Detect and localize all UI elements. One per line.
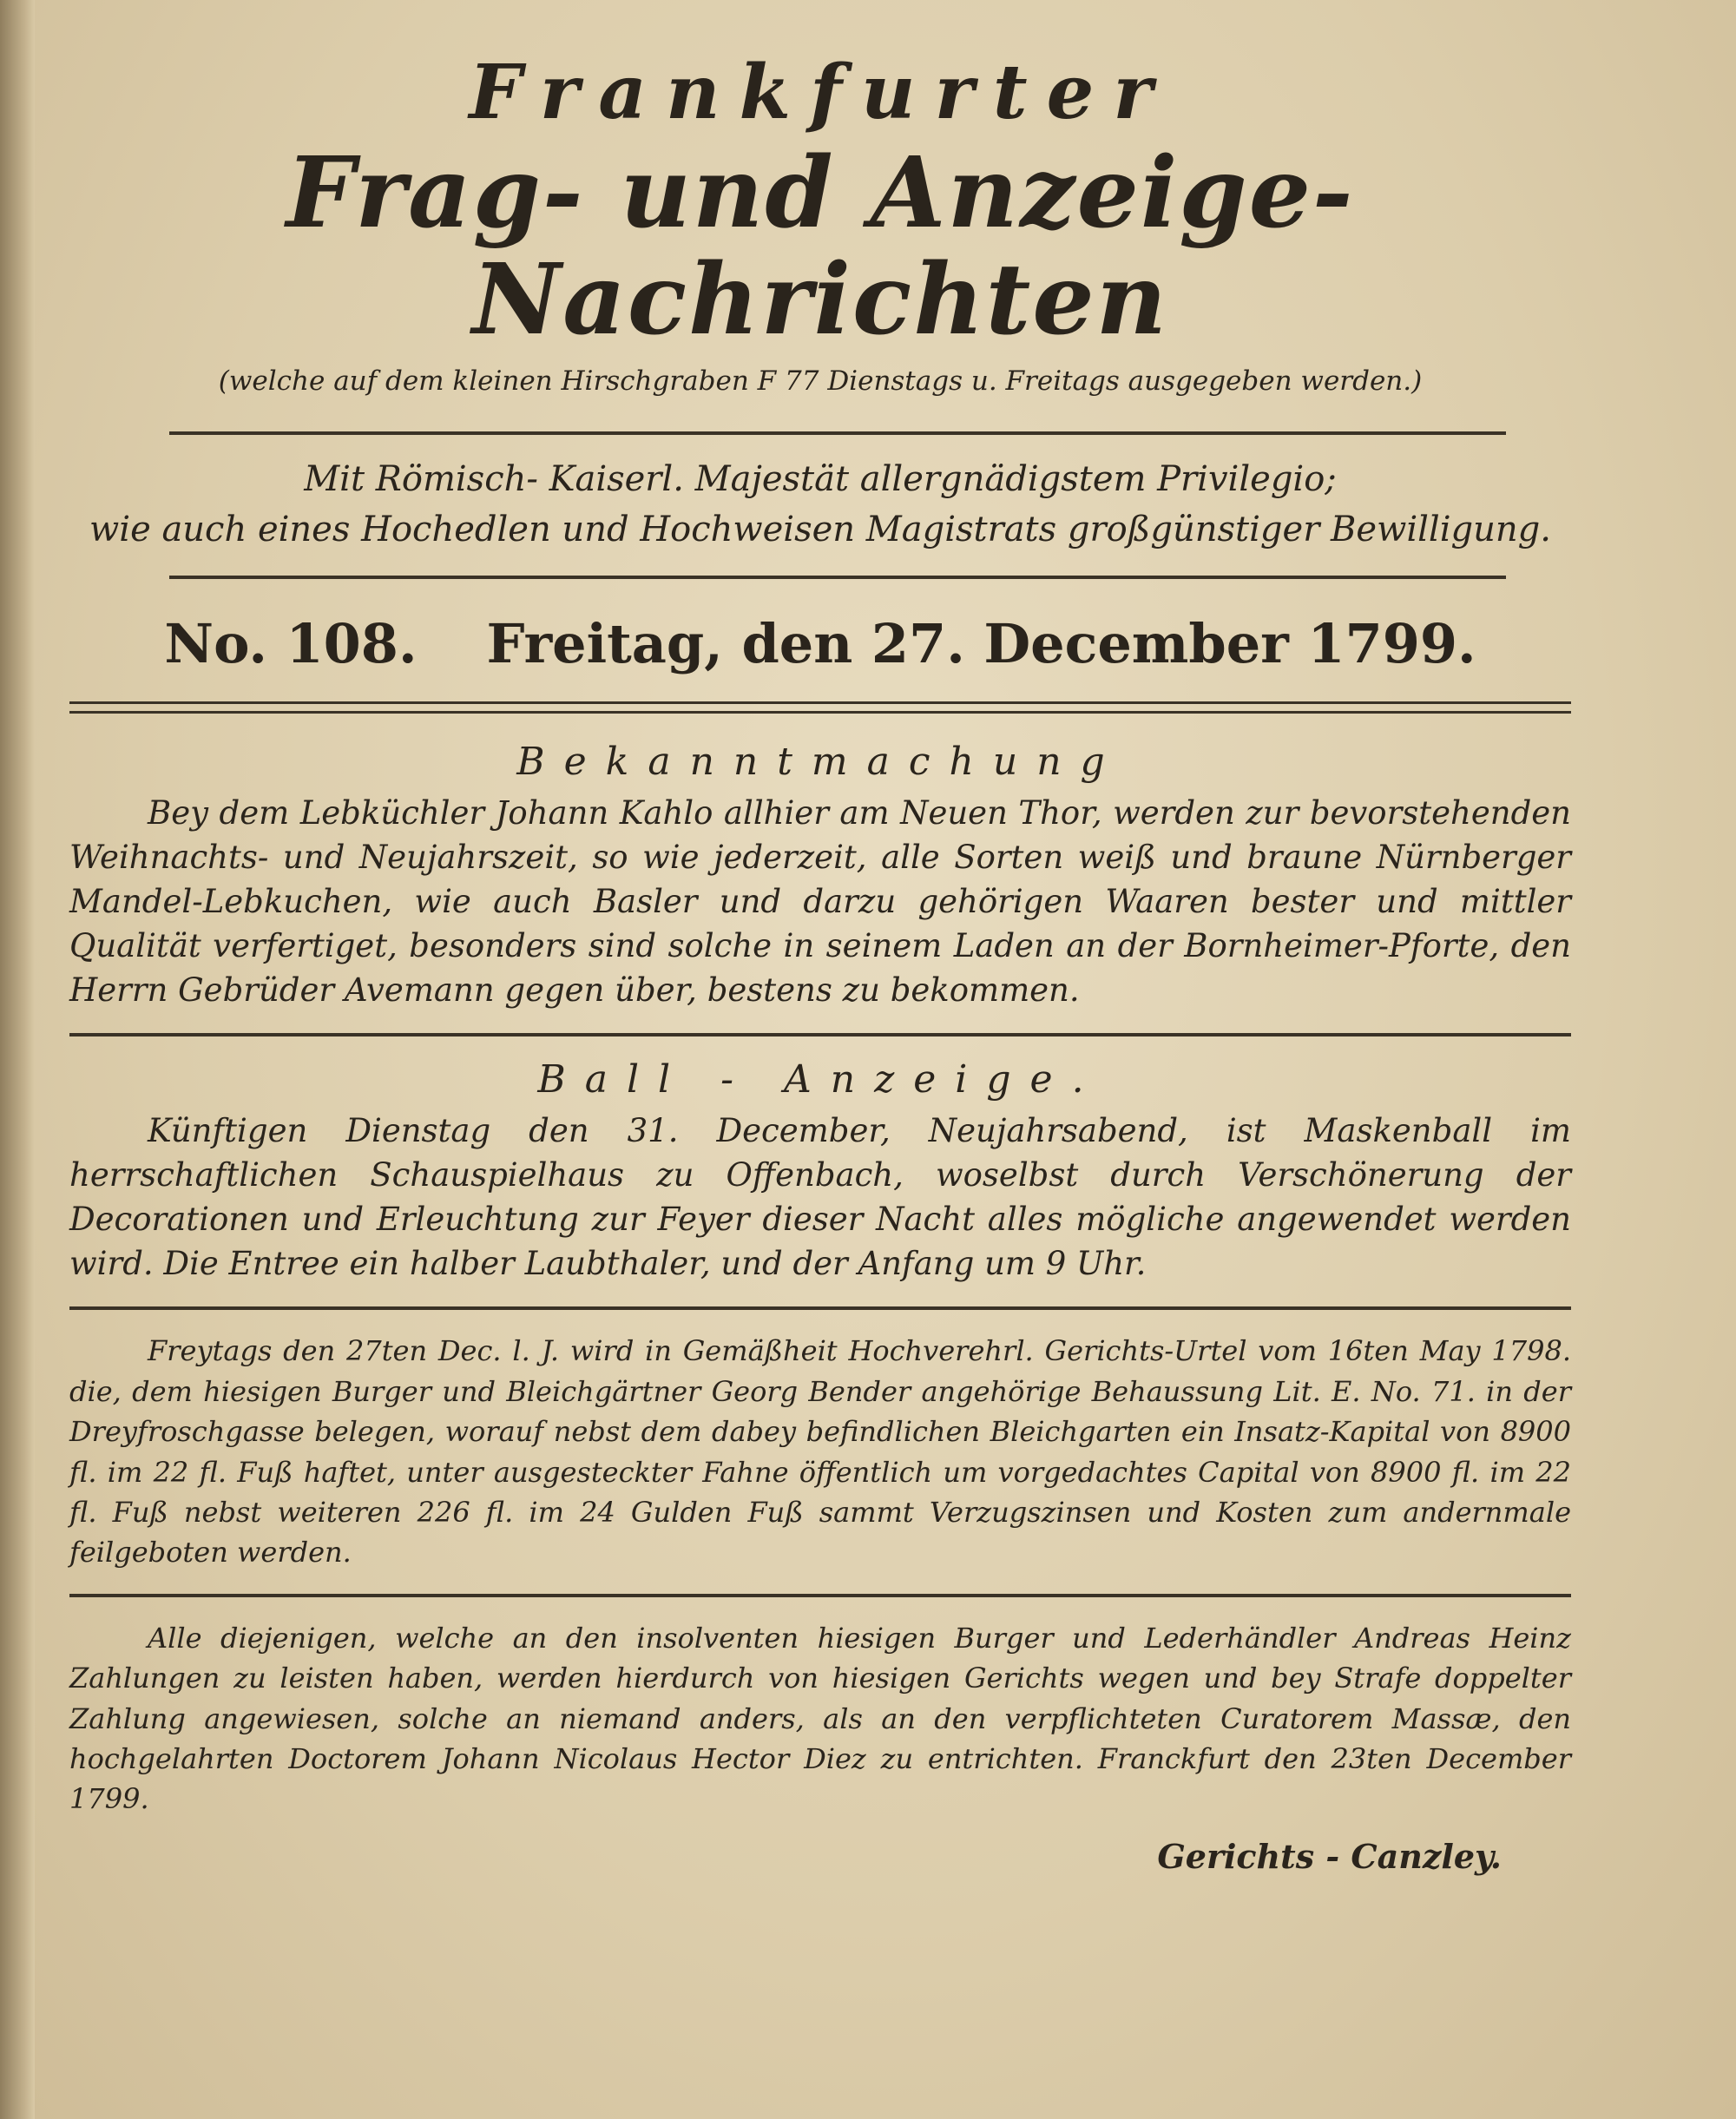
section-body: Künftigen Dienstag den 31. December, Neujahrsabend, ist Maskenball im herrschaftlichen Schauspielhaus zu Offenbach, woselbst durch Verschönerung der Decorationen und Erleuchtung zur Feyer dieser Nacht alles mögliche angewendet werden wird. Die Entree ein halber Laubthaler, und der Anfang um 9 Uhr. [69,1112,1571,1283]
masthead-city: Frankfurter [469,49,1172,136]
masthead-title: Frag- und Anzeige-Nachrichten [286,135,1355,357]
section-body: Bey dem Lebküchler Johann Kahlo allhier am Neuen Thor, werden zur bevorstehenden Weihnachts- und Neujahrszeit, so wie jederzeit, alle Sorten weiß und braune Nürnberger Mandel-Lebkuchen, wie auch Basler und darzu gehörigen Waaren bester und mittler Qualität verfertiget, besonders sind solche in seinem Laden an der Bornheimer-Pforte, den Herrn Gebrüder Avemann gegen über, bestens zu bekommen. [69,793,1571,1010]
divider [69,1594,1571,1597]
issue-line [69,612,1571,675]
divider [69,1033,1571,1036]
issue-date: Freitag, den 27. December 1799. [486,611,1476,675]
issue-number: No. 108. [164,611,418,675]
section-versteigerung [69,1331,1571,1572]
double-divider [69,701,1571,714]
masthead [69,49,1571,397]
privilege-line-2: wie auch eines Hochedlen und Hochweisen Magistrats großgünstiger Bewilligung. [89,509,1551,549]
page-content [69,49,1571,1876]
divider [169,431,1506,435]
section-body: Freytags den 27ten Dec. l. J. wird in Gemäßheit Hochverehrl. Gerichts-Urtel vom 16ten May 1798. die, dem hiesigen Burger und Bleichgärtner Georg Bender angehörige Behaussung Lit. E. No. 71. in der Dreyfroschgasse belegen, worauf nebst dem dabey befindlichen Bleichgarten ein Insatz-Kapital von 8900 fl. im 22 fl. Fuß haftet, unter ausgesteckter Fahne öffentlich um vorgedachtes Capital von 8900 fl. im 22 fl. Fuß nebst weiteren 226 fl. im 24 Gulden Fuß sammt Verzugszinsen und Kosten zum andernmale feilgeboten werden. [69,1334,1571,1570]
divider [169,576,1506,579]
masthead-subtitle: (welche auf dem kleinen Hirschgraben F 77 Dienstags u. Freitags ausgegeben werden.) [218,365,1423,397]
divider [69,1306,1571,1310]
section-title: Bekanntmachung [516,739,1124,784]
privilege-notice [69,454,1571,555]
section-title: Ball - Anzeige. [537,1057,1103,1102]
newspaper-page [35,0,1736,2119]
signature: Gerichts - Canzley. [1157,1836,1502,1876]
section-ball [69,1057,1571,1286]
section-bekanntmachung [69,740,1571,1012]
privilege-line-1: Mit Römisch- Kaiserl. Majestät allergnädigstem Privilegio; [304,458,1337,499]
book-gutter [0,0,35,2119]
section-zahlungen [69,1618,1571,1876]
section-body: Alle diejenigen, welche an den insolventen hiesigen Burger und Lederhändler Andreas Heinz Zahlungen zu leisten haben, werden hierdurch von hiesigen Gerichts wegen und bey Strafe doppelter Zahlung angewiesen, solche an niemand anders, als an den verpflichteten Curatorem Massæ, den hochgelahrten Doctorem Johann Nicolaus Hector Diez zu entrichten. Franckfurt den 23ten December 1799. [69,1621,1571,1816]
